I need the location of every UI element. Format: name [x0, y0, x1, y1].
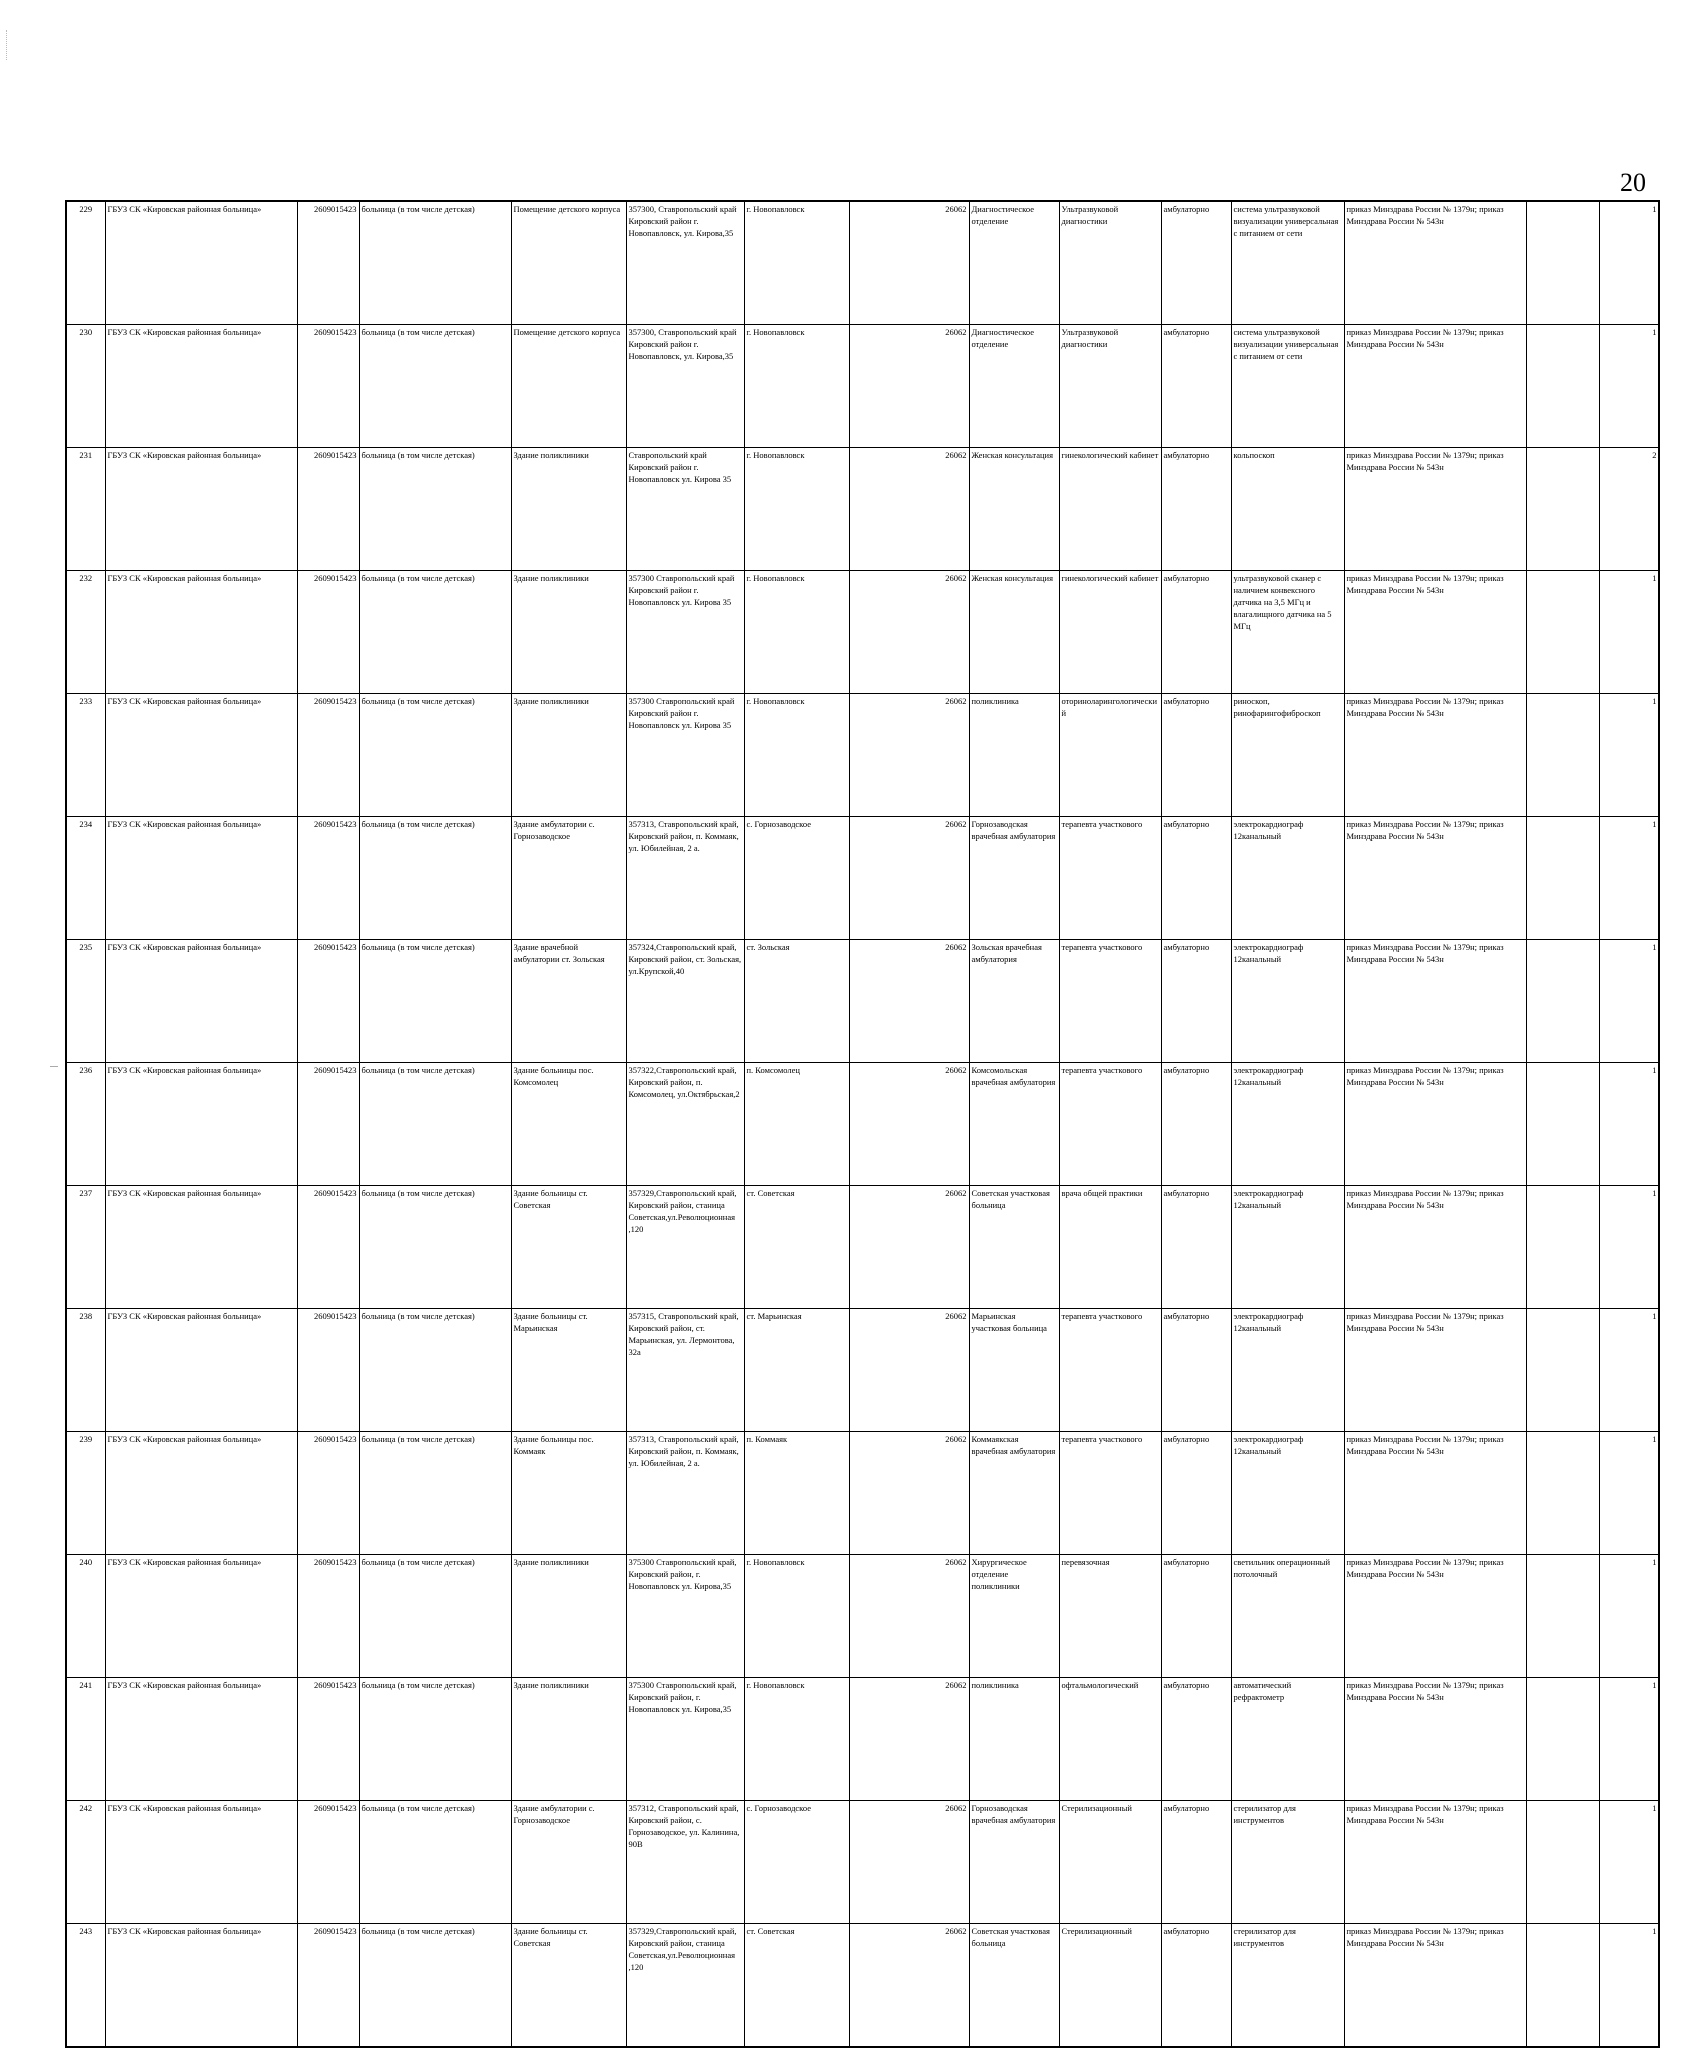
cell-building: Здание поликлиники [511, 1555, 626, 1678]
cell-region-code: 26062 [849, 571, 969, 694]
cell-organization-name: ГБУЗ СК «Кировская районная больница» [105, 448, 297, 571]
cell-cabinet: терапевта участкового [1059, 1309, 1161, 1432]
cell-building: Здание амбулатории с. Горнозаводское [511, 1801, 626, 1924]
cell-quantity: 1 [1599, 1432, 1659, 1555]
cell-row-number: 237 [66, 1186, 105, 1309]
cell-locality: г. Новопавловск [744, 571, 849, 694]
cell-care-mode: амбулаторно [1161, 694, 1231, 817]
cell-extra [1526, 1186, 1599, 1309]
cell-facility-type: больница (в том числе детская) [359, 325, 511, 448]
cell-cabinet: терапевта участкового [1059, 817, 1161, 940]
cell-region-code: 26062 [849, 1555, 969, 1678]
cell-equipment: электрокардиограф 12канальный [1231, 1063, 1344, 1186]
cell-inn: 2609015423 [297, 325, 359, 448]
cell-regulatory-order: приказ Минздрава России № 1379н; приказ Минздрава России № 543н [1344, 940, 1526, 1063]
cell-building: Здание поликлиники [511, 1678, 626, 1801]
cell-facility-type: больница (в том числе детская) [359, 1432, 511, 1555]
cell-extra [1526, 1063, 1599, 1186]
cell-quantity: 1 [1599, 694, 1659, 817]
cell-department: Комсомольская врачебная амбулатория [969, 1063, 1059, 1186]
cell-department: Женская консультация [969, 448, 1059, 571]
cell-address: 357300 Ставропольский край Кировский район г. Новопавловск ул. Кирова 35 [626, 694, 744, 817]
table-row [66, 1309, 1659, 1432]
cell-cabinet: перевязочная [1059, 1555, 1161, 1678]
cell-address: 357312, Ставропольский край, Кировский район, с. Горнозаводское, ул. Калинина, 90В [626, 1801, 744, 1924]
cell-locality: г. Новопавловск [744, 325, 849, 448]
cell-row-number: 229 [66, 201, 105, 325]
cell-equipment: риноскоп, ринофарингофиброскоп [1231, 694, 1344, 817]
cell-row-number: 241 [66, 1678, 105, 1801]
cell-facility-type: больница (в том числе детская) [359, 448, 511, 571]
cell-region-code: 26062 [849, 694, 969, 817]
cell-care-mode: амбулаторно [1161, 940, 1231, 1063]
cell-quantity: 1 [1599, 1801, 1659, 1924]
cell-extra [1526, 940, 1599, 1063]
cell-cabinet: офтальмологический [1059, 1678, 1161, 1801]
cell-locality: п. Коммаяк [744, 1432, 849, 1555]
cell-department: поликлиника [969, 694, 1059, 817]
cell-facility-type: больница (в том числе детская) [359, 571, 511, 694]
cell-region-code: 26062 [849, 1432, 969, 1555]
cell-facility-type: больница (в том числе детская) [359, 1555, 511, 1678]
cell-facility-type: больница (в том числе детская) [359, 817, 511, 940]
cell-department: Диагностическое отделение [969, 201, 1059, 325]
cell-row-number: 234 [66, 817, 105, 940]
cell-department: Хирургическое отделение поликлиники [969, 1555, 1059, 1678]
cell-quantity: 1 [1599, 940, 1659, 1063]
cell-regulatory-order: приказ Минздрава России № 1379н; приказ Минздрава России № 543н [1344, 1063, 1526, 1186]
cell-locality: ст. Марьинская [744, 1309, 849, 1432]
table-row [66, 940, 1659, 1063]
cell-locality: г. Новопавловск [744, 448, 849, 571]
cell-row-number: 230 [66, 325, 105, 448]
cell-inn: 2609015423 [297, 1678, 359, 1801]
cell-facility-type: больница (в том числе детская) [359, 201, 511, 325]
cell-region-code: 26062 [849, 1678, 969, 1801]
cell-quantity: 1 [1599, 571, 1659, 694]
cell-extra [1526, 571, 1599, 694]
cell-equipment: автоматический рефрактометр [1231, 1678, 1344, 1801]
cell-regulatory-order: приказ Минздрава России № 1379н; приказ Минздрава России № 543н [1344, 1678, 1526, 1801]
cell-locality: п. Комсомолец [744, 1063, 849, 1186]
cell-row-number: 239 [66, 1432, 105, 1555]
cell-building: Здание больницы ст. Советская [511, 1186, 626, 1309]
table-row [66, 448, 1659, 571]
cell-region-code: 26062 [849, 201, 969, 325]
cell-inn: 2609015423 [297, 1555, 359, 1678]
cell-care-mode: амбулаторно [1161, 201, 1231, 325]
cell-extra [1526, 1924, 1599, 2048]
cell-address: Ставропольский край Кировский район г. Новопавловск ул. Кирова 35 [626, 448, 744, 571]
cell-region-code: 26062 [849, 1924, 969, 2048]
cell-department: Советская участковая больница [969, 1186, 1059, 1309]
cell-cabinet: Стерилизационный [1059, 1924, 1161, 2048]
cell-regulatory-order: приказ Минздрава России № 1379н; приказ Минздрава России № 543н [1344, 1309, 1526, 1432]
cell-equipment: электрокардиограф 12канальный [1231, 1309, 1344, 1432]
cell-extra [1526, 1678, 1599, 1801]
cell-care-mode: амбулаторно [1161, 325, 1231, 448]
cell-facility-type: больница (в том числе детская) [359, 940, 511, 1063]
cell-regulatory-order: приказ Минздрава России № 1379н; приказ Минздрава России № 543н [1344, 1801, 1526, 1924]
cell-row-number: 240 [66, 1555, 105, 1678]
page-number: 20 [1620, 168, 1646, 197]
cell-address: 357313, Ставропольский край, Кировский район, п. Коммаяк, ул. Юбилейная, 2 а. [626, 817, 744, 940]
cell-department: Горнозаводская врачебная амбулатория [969, 817, 1059, 940]
cell-department: Горнозаводская врачебная амбулатория [969, 1801, 1059, 1924]
cell-equipment: стерилизатор для инструментов [1231, 1801, 1344, 1924]
cell-building: Здание поликлиники [511, 448, 626, 571]
cell-department: Марьинская участковая больница [969, 1309, 1059, 1432]
cell-regulatory-order: приказ Минздрава России № 1379н; приказ Минздрава России № 543н [1344, 325, 1526, 448]
cell-quantity: 1 [1599, 1309, 1659, 1432]
cell-locality: г. Новопавловск [744, 1678, 849, 1801]
table-row [66, 201, 1659, 325]
cell-organization-name: ГБУЗ СК «Кировская районная больница» [105, 201, 297, 325]
cell-care-mode: амбулаторно [1161, 571, 1231, 694]
cell-cabinet: терапевта участкового [1059, 1063, 1161, 1186]
cell-extra [1526, 817, 1599, 940]
cell-building: Помещение детского корпуса [511, 325, 626, 448]
cell-equipment: электрокардиограф 12канальный [1231, 817, 1344, 940]
cell-row-number: 242 [66, 1801, 105, 1924]
cell-inn: 2609015423 [297, 448, 359, 571]
cell-locality: г. Новопавловск [744, 201, 849, 325]
table-row [66, 1555, 1659, 1678]
cell-quantity: 1 [1599, 1678, 1659, 1801]
cell-regulatory-order: приказ Минздрава России № 1379н; приказ Минздрава России № 543н [1344, 448, 1526, 571]
table-body [66, 201, 1659, 2047]
cell-department: Женская консультация [969, 571, 1059, 694]
cell-address: 357313, Ставропольский край, Кировский район, п. Коммаяк, ул. Юбилейная, 2 а. [626, 1432, 744, 1555]
cell-row-number: 232 [66, 571, 105, 694]
cell-care-mode: амбулаторно [1161, 1309, 1231, 1432]
cell-facility-type: больница (в том числе детская) [359, 1801, 511, 1924]
cell-department: Зольская врачебная амбулатория [969, 940, 1059, 1063]
cell-organization-name: ГБУЗ СК «Кировская районная больница» [105, 1555, 297, 1678]
cell-address: 357324,Ставропольский край, Кировский район, ст. Зольская, ул.Крупской,40 [626, 940, 744, 1063]
cell-cabinet: гинекологический кабинет [1059, 571, 1161, 694]
cell-inn: 2609015423 [297, 1432, 359, 1555]
cell-regulatory-order: приказ Минздрава России № 1379н; приказ Минздрава России № 543н [1344, 1432, 1526, 1555]
cell-locality: с. Горнозаводское [744, 817, 849, 940]
cell-inn: 2609015423 [297, 940, 359, 1063]
cell-care-mode: амбулаторно [1161, 1063, 1231, 1186]
table-row [66, 1924, 1659, 2048]
cell-locality: ст. Зольская [744, 940, 849, 1063]
cell-region-code: 26062 [849, 1186, 969, 1309]
cell-care-mode: амбулаторно [1161, 1432, 1231, 1555]
cell-department: Советская участковая больница [969, 1924, 1059, 2048]
cell-address: 357300, Ставропольский край Кировский район г. Новопавловск, ул. Кирова,35 [626, 325, 744, 448]
cell-locality: ст. Советская [744, 1924, 849, 2048]
cell-regulatory-order: приказ Минздрава России № 1379н; приказ Минздрава России № 543н [1344, 1555, 1526, 1678]
cell-equipment: ультразвуковой сканер с наличием конвексного датчика на 3,5 МГц и влагалищного датчика на 5 МГц [1231, 571, 1344, 694]
cell-organization-name: ГБУЗ СК «Кировская районная больница» [105, 1924, 297, 2048]
cell-row-number: 238 [66, 1309, 105, 1432]
cell-address: 375300 Ставропольский край, Кировский район, г. Новопавловск ул. Кирова,35 [626, 1678, 744, 1801]
cell-facility-type: больница (в том числе детская) [359, 1063, 511, 1186]
cell-department: поликлиника [969, 1678, 1059, 1801]
cell-cabinet: врача общей практики [1059, 1186, 1161, 1309]
cell-regulatory-order: приказ Минздрава России № 1379н; приказ Минздрава России № 543н [1344, 1924, 1526, 2048]
scan-artifact [50, 1066, 58, 1067]
cell-building: Здание больницы ст. Марьинская [511, 1309, 626, 1432]
table-row [66, 1678, 1659, 1801]
cell-region-code: 26062 [849, 1309, 969, 1432]
cell-building: Здание поликлиники [511, 571, 626, 694]
cell-regulatory-order: приказ Минздрава России № 1379н; приказ Минздрава России № 543н [1344, 571, 1526, 694]
cell-care-mode: амбулаторно [1161, 1678, 1231, 1801]
cell-care-mode: амбулаторно [1161, 448, 1231, 571]
cell-equipment: кольпоскоп [1231, 448, 1344, 571]
cell-organization-name: ГБУЗ СК «Кировская районная больница» [105, 1432, 297, 1555]
cell-row-number: 231 [66, 448, 105, 571]
cell-organization-name: ГБУЗ СК «Кировская районная больница» [105, 694, 297, 817]
cell-facility-type: больница (в том числе детская) [359, 1186, 511, 1309]
cell-extra [1526, 694, 1599, 817]
table-row [66, 1063, 1659, 1186]
cell-equipment: система ультразвуковой визуализации универсальная с питанием от сети [1231, 201, 1344, 325]
cell-cabinet: терапевта участкового [1059, 1432, 1161, 1555]
cell-equipment: система ультразвуковой визуализации универсальная с питанием от сети [1231, 325, 1344, 448]
cell-building: Здание амбулатории с. Горнозаводское [511, 817, 626, 940]
cell-organization-name: ГБУЗ СК «Кировская районная больница» [105, 1309, 297, 1432]
cell-facility-type: больница (в том числе детская) [359, 1309, 511, 1432]
cell-extra [1526, 1801, 1599, 1924]
cell-row-number: 233 [66, 694, 105, 817]
cell-row-number: 243 [66, 1924, 105, 2048]
cell-address: 357315, Ставропольский край, Кировский район, ст. Марьинская, ул. Лермонтова, 32а [626, 1309, 744, 1432]
cell-inn: 2609015423 [297, 571, 359, 694]
cell-building: Здание врачебной амбулатории ст. Зольская [511, 940, 626, 1063]
cell-extra [1526, 448, 1599, 571]
cell-care-mode: амбулаторно [1161, 1801, 1231, 1924]
cell-address: 357329,Ставропольский край, Кировский район, станица Советская,ул.Революционная ,120 [626, 1924, 744, 2048]
cell-address: 357300, Ставропольский край Кировский район г. Новопавловск, ул. Кирова,35 [626, 201, 744, 325]
cell-region-code: 26062 [849, 817, 969, 940]
table-row [66, 1801, 1659, 1924]
cell-regulatory-order: приказ Минздрава России № 1379н; приказ Минздрава России № 543н [1344, 1186, 1526, 1309]
cell-locality: ст. Советская [744, 1186, 849, 1309]
cell-inn: 2609015423 [297, 694, 359, 817]
cell-inn: 2609015423 [297, 201, 359, 325]
cell-address: 375300 Ставропольский край, Кировский район, г. Новопавловск ул. Кирова,35 [626, 1555, 744, 1678]
cell-facility-type: больница (в том числе детская) [359, 1678, 511, 1801]
cell-regulatory-order: приказ Минздрава России № 1379н; приказ Минздрава России № 543н [1344, 201, 1526, 325]
cell-organization-name: ГБУЗ СК «Кировская районная больница» [105, 325, 297, 448]
cell-region-code: 26062 [849, 1063, 969, 1186]
cell-inn: 2609015423 [297, 1801, 359, 1924]
cell-facility-type: больница (в том числе детская) [359, 1924, 511, 2048]
cell-facility-type: больница (в том числе детская) [359, 694, 511, 817]
cell-region-code: 26062 [849, 325, 969, 448]
table-row [66, 1432, 1659, 1555]
cell-equipment: электрокардиограф 12канальный [1231, 940, 1344, 1063]
cell-extra [1526, 325, 1599, 448]
cell-organization-name: ГБУЗ СК «Кировская районная больница» [105, 1063, 297, 1186]
cell-cabinet: Стерилизационный [1059, 1801, 1161, 1924]
cell-organization-name: ГБУЗ СК «Кировская районная больница» [105, 1801, 297, 1924]
cell-organization-name: ГБУЗ СК «Кировская районная больница» [105, 940, 297, 1063]
cell-organization-name: ГБУЗ СК «Кировская районная больница» [105, 571, 297, 694]
cell-inn: 2609015423 [297, 1924, 359, 2048]
cell-equipment: электрокардиограф 12канальный [1231, 1432, 1344, 1555]
cell-quantity: 1 [1599, 201, 1659, 325]
cell-inn: 2609015423 [297, 817, 359, 940]
cell-organization-name: ГБУЗ СК «Кировская районная больница» [105, 1186, 297, 1309]
cell-address: 357329,Ставропольский край, Кировский район, станица Советская,ул.Революционная ,120 [626, 1186, 744, 1309]
cell-inn: 2609015423 [297, 1309, 359, 1432]
cell-address: 357300 Ставропольский край Кировский район г. Новопавловск ул. Кирова 35 [626, 571, 744, 694]
table-row [66, 1186, 1659, 1309]
cell-quantity: 1 [1599, 1555, 1659, 1678]
cell-care-mode: амбулаторно [1161, 1186, 1231, 1309]
cell-quantity: 2 [1599, 448, 1659, 571]
cell-quantity: 1 [1599, 1924, 1659, 2048]
cell-cabinet: оториноларингологический [1059, 694, 1161, 817]
table-row [66, 325, 1659, 448]
cell-extra [1526, 1555, 1599, 1678]
cell-equipment: светильник операционный потолочный [1231, 1555, 1344, 1678]
scan-artifact [6, 30, 17, 60]
cell-locality: г. Новопавловск [744, 1555, 849, 1678]
cell-organization-name: ГБУЗ СК «Кировская районная больница» [105, 1678, 297, 1801]
cell-cabinet: гинекологический кабинет [1059, 448, 1161, 571]
table-row [66, 571, 1659, 694]
cell-quantity: 1 [1599, 1186, 1659, 1309]
cell-row-number: 236 [66, 1063, 105, 1186]
cell-extra [1526, 1309, 1599, 1432]
cell-inn: 2609015423 [297, 1063, 359, 1186]
cell-department: Коммаякская врачебная амбулатория [969, 1432, 1059, 1555]
cell-row-number: 235 [66, 940, 105, 1063]
cell-organization-name: ГБУЗ СК «Кировская районная больница» [105, 817, 297, 940]
cell-locality: с. Горнозаводское [744, 1801, 849, 1924]
cell-equipment: электрокардиограф 12канальный [1231, 1186, 1344, 1309]
cell-region-code: 26062 [849, 940, 969, 1063]
cell-quantity: 1 [1599, 1063, 1659, 1186]
cell-regulatory-order: приказ Минздрава России № 1379н; приказ Минздрава России № 543н [1344, 694, 1526, 817]
cell-cabinet: Ультразвуковой диагностики [1059, 201, 1161, 325]
cell-inn: 2609015423 [297, 1186, 359, 1309]
cell-building: Здание больницы пос. Коммаяк [511, 1432, 626, 1555]
cell-region-code: 26062 [849, 448, 969, 571]
equipment-registry-table [65, 200, 1660, 2048]
table-row [66, 694, 1659, 817]
cell-equipment: стерилизатор для инструментов [1231, 1924, 1344, 2048]
cell-regulatory-order: приказ Минздрава России № 1379н; приказ Минздрава России № 543н [1344, 817, 1526, 940]
cell-region-code: 26062 [849, 1801, 969, 1924]
cell-cabinet: терапевта участкового [1059, 940, 1161, 1063]
cell-building: Здание больницы пос. Комсомолец [511, 1063, 626, 1186]
cell-department: Диагностическое отделение [969, 325, 1059, 448]
cell-cabinet: Ультразвуковой диагностики [1059, 325, 1161, 448]
cell-address: 357322,Ставропольский край, Кировский район, п. Комсомолец, ул.Октябрьская,2 [626, 1063, 744, 1186]
cell-quantity: 1 [1599, 325, 1659, 448]
cell-quantity: 1 [1599, 817, 1659, 940]
cell-care-mode: амбулаторно [1161, 1924, 1231, 2048]
cell-building: Здание больницы ст. Советская [511, 1924, 626, 2048]
cell-care-mode: амбулаторно [1161, 1555, 1231, 1678]
cell-extra [1526, 201, 1599, 325]
cell-care-mode: амбулаторно [1161, 817, 1231, 940]
cell-building: Помещение детского корпуса [511, 201, 626, 325]
cell-locality: г. Новопавловск [744, 694, 849, 817]
table-row [66, 817, 1659, 940]
cell-extra [1526, 1432, 1599, 1555]
cell-building: Здание поликлиники [511, 694, 626, 817]
